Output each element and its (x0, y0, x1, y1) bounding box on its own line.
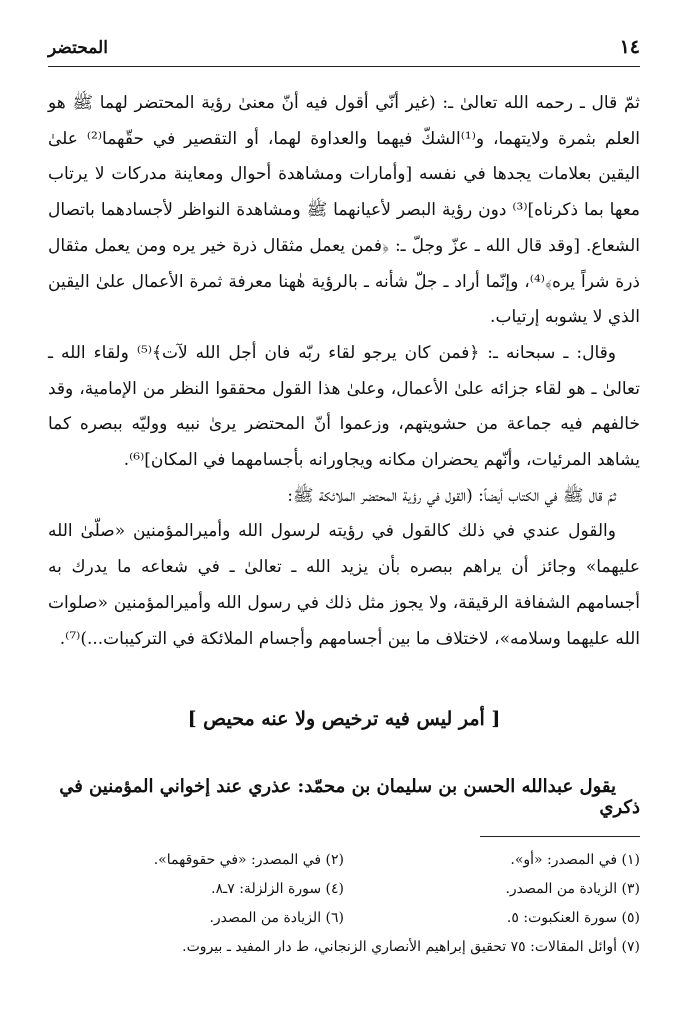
paragraph: ثمّ قال ـ رحمه الله تعالىٰ ـ: (غير أنّي أقول فيه أنّ معنىٰ رؤية المحتضر لهما ﷺ هو العلم بثمرة ولايتهما، و⁽¹⁾الشكّ فيهما والعداوة لهما، أو التقصير في حقّهما⁽²⁾ علىٰ اليقين بعلامات يجدها في نفسه [وأمارات ومشاهدة أحوال ومعاينة مدركات لا يرتاب معها بما ذكرناه]⁽³⁾ دون رؤية البصر لأعيانهما ﷺ ومشاهدة النواظر لأجسادهما باتصال الشعاع. [وقد قال الله ـ عزّ وجلّ ـ: ﴿فمن يعمل مثقال ذرة خير يره ومن يعمل مثقال ذرة شراً يره﴾⁽⁴⁾، وإنّما أراد ـ جلّ شأنه ـ بالرؤية هٰهنا معرفة ثمرة الأعمال علىٰ اليقين الذي لا يشوبه إرتياب. (48, 93, 640, 328)
footnote: (٥) سورة العنكبوت: ٥. (506, 910, 640, 926)
footnote: (٣) الزيادة من المصدر. (505, 881, 640, 897)
footnote-row (48, 846, 640, 875)
section-heading: [ أمر ليس فيه ترخيص ولا عنه محيص ] (187, 708, 501, 730)
paragraph: والقول عندي في ذلك كالقول في رؤيته لرسول الله وأميرالمؤمنين «صلّىٰ الله عليهما» وجائز أن يراهم ببصره بأن يزيد الله ـ تعالىٰ ـ في شعاعه ما يدرك به أجسامهم الشفافة الرقيقة، ولا يجوز مثل ذلك في رسول الله وأميرالمؤمنين «صلوات الله عليهما وسلامه»، لاختلاف ما بين أجسامهم وأجسام الملائكة في التركيبات...)⁽⁷⁾. (48, 521, 640, 649)
footnotes (48, 846, 640, 962)
footnote: (٦) الزيادة من المصدر. (209, 910, 344, 926)
body-text (48, 86, 640, 657)
footnote-row (48, 875, 640, 904)
footnote: (٢) في المصدر: «في حقوقهما». (153, 852, 344, 868)
footnote-row (48, 904, 640, 933)
page-number: ١٤ (619, 36, 640, 58)
page-header (48, 36, 640, 67)
footnote-divider (480, 836, 640, 837)
footnote: (١) في المصدر: «أو». (510, 852, 640, 868)
paragraph: ثمّ قال ﷺ في الكتاب أيضاً: (القول في رؤية المحتضر الملائكة ﷺ: (287, 485, 616, 506)
running-title: المحتضر (48, 38, 108, 58)
footnote: (٧) أوائل المقالات: ٧٥ تحقيق إبراهيم الأنصاري الزنجاني، ط دار المفيد ـ بيروت. (182, 939, 640, 955)
paragraph: وقال: ـ سبحانه ـ: ﴿فمن كان يرجو لقاء ربّه فان أجل الله لآت﴾⁽⁵⁾ ولقاء الله ـ تعالىٰ ـ هو لقاء جزائه علىٰ الأعمال، وعلىٰ هذا القول محققوا النظر من الإمامية، وقد خالفهم فيه جماعة من حشويتهم، وزعموا أنّ المحتضر يرىٰ نبيه ووليّه ببصره كما يشاهد المرئيات، وأنّهم يحضران مكانه ويجاورانه بأجسامهما في المكان]⁽⁶⁾. (48, 342, 640, 471)
closing-line: يقول عبدالله الحسن بن سليمان بن محمّد: عذري عند إخواني المؤمنين في ذكري (59, 776, 640, 818)
footnote: (٤) سورة الزلزلة: ٧ـ٨. (211, 881, 344, 897)
